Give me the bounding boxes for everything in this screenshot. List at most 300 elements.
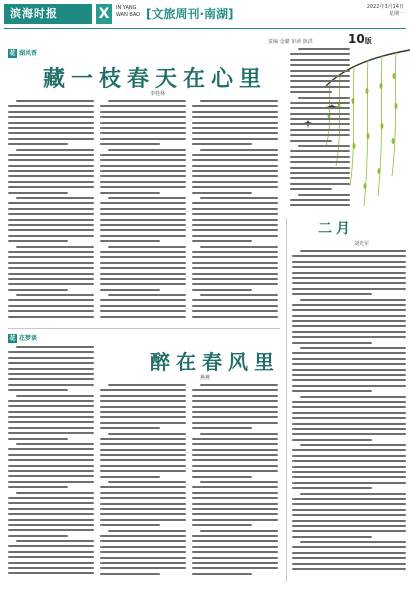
- text-line: [100, 192, 160, 194]
- article-2-text-3: [192, 384, 278, 578]
- text-line: [200, 149, 278, 151]
- text-line: [8, 421, 94, 423]
- text-line: [100, 557, 186, 559]
- text-line: [100, 267, 186, 269]
- text-line: [8, 127, 94, 129]
- article-2-headline: 醉在春风里: [150, 350, 280, 374]
- text-line: [8, 551, 94, 553]
- text-line: [292, 449, 406, 451]
- text-line: [290, 167, 350, 169]
- text-line: [192, 213, 278, 215]
- text-line: [292, 255, 406, 257]
- text-line: [8, 219, 94, 221]
- text-line: [192, 181, 278, 183]
- text-line: [100, 438, 186, 440]
- text-line: [8, 545, 94, 547]
- text-line: [292, 385, 406, 387]
- text-line: [292, 266, 406, 268]
- article-2-kicker-text: 花梦谈: [19, 335, 38, 342]
- text-line: [8, 470, 94, 472]
- text-line: [100, 492, 186, 494]
- text-line: [8, 289, 68, 291]
- text-line: [100, 251, 186, 253]
- text-line: [192, 557, 278, 559]
- text-line: [292, 309, 406, 311]
- text-line: [8, 567, 94, 569]
- text-line: [292, 336, 406, 338]
- article-1-text-4: [290, 48, 350, 210]
- text-line: [192, 111, 278, 113]
- text-line: [192, 170, 278, 172]
- text-line: [192, 105, 278, 107]
- text-line: [292, 530, 406, 532]
- text-line: [100, 283, 186, 285]
- text-line: [100, 406, 186, 408]
- text-line: [192, 492, 278, 494]
- text-line: [192, 508, 278, 510]
- text-line: [292, 277, 406, 279]
- text-line: [8, 305, 94, 307]
- text-line: [108, 433, 186, 435]
- text-line: [100, 416, 186, 418]
- text-line: [192, 551, 278, 553]
- text-line: [8, 138, 94, 140]
- text-line: [100, 535, 186, 537]
- text-line: [100, 546, 186, 548]
- text-line: [100, 127, 186, 129]
- text-line: [8, 251, 94, 253]
- article-2-column-2: [100, 384, 186, 582]
- text-line: [192, 224, 278, 226]
- text-line: [8, 416, 94, 418]
- date-line-1: 2022年3月14日: [366, 4, 404, 10]
- text-line: [100, 305, 186, 307]
- text-line: [192, 400, 278, 402]
- text-line: [200, 481, 278, 483]
- text-line: [8, 486, 68, 488]
- text-line: [100, 256, 186, 258]
- text-line: [292, 487, 372, 489]
- text-line: [200, 294, 278, 296]
- text-line: [300, 493, 406, 495]
- article-2-text-1: [8, 346, 94, 578]
- text-line: [8, 368, 94, 370]
- text-line: [8, 502, 94, 504]
- text-line: [108, 197, 186, 199]
- text-line: [16, 395, 94, 397]
- text-line: [8, 427, 94, 429]
- text-line: [192, 470, 278, 472]
- text-line: [192, 573, 252, 575]
- text-line: [192, 208, 278, 210]
- text-line: [8, 278, 94, 280]
- text-line: [100, 508, 186, 510]
- text-line: [100, 289, 160, 291]
- text-line: [100, 235, 186, 237]
- text-line: [192, 175, 278, 177]
- text-line: [100, 551, 186, 553]
- text-line: [8, 405, 94, 407]
- text-line: [192, 540, 278, 542]
- text-line: [292, 568, 406, 570]
- article-1-kicker-text: 湖风香: [19, 50, 38, 57]
- text-line: [8, 256, 94, 258]
- article-1-kicker: [8, 48, 37, 58]
- text-line: [192, 122, 278, 124]
- text-line: [8, 262, 94, 264]
- text-line: [292, 460, 406, 462]
- text-line: [290, 75, 350, 77]
- text-line: [8, 411, 94, 413]
- text-line: [100, 116, 186, 118]
- text-line: [192, 513, 278, 515]
- text-line: [192, 240, 252, 242]
- article-3-text: [292, 250, 406, 573]
- text-line: [290, 80, 350, 82]
- text-line: [192, 535, 278, 537]
- text-line: [100, 395, 186, 397]
- article-1-column-3: [192, 100, 278, 324]
- text-line: [100, 524, 160, 526]
- text-line: [8, 181, 94, 183]
- text-line: [298, 48, 350, 50]
- text-line: [100, 562, 186, 564]
- text-line: [192, 132, 278, 134]
- text-line: [290, 172, 350, 174]
- text-line: [8, 362, 94, 364]
- text-line: [8, 384, 94, 386]
- text-line: [100, 497, 186, 499]
- text-line: [292, 439, 372, 441]
- text-line: [100, 400, 186, 402]
- article-3-headline: 二月: [318, 221, 354, 237]
- text-line: [100, 219, 186, 221]
- text-line: [292, 412, 406, 414]
- text-line: [292, 282, 406, 284]
- text-line: [192, 229, 278, 231]
- text-line: [192, 127, 278, 129]
- text-line: [290, 204, 350, 206]
- text-line: [100, 454, 186, 456]
- text-line: [100, 202, 186, 204]
- text-line: [100, 540, 186, 542]
- text-line: [8, 562, 94, 564]
- text-line: [16, 149, 94, 151]
- text-line: [192, 278, 278, 280]
- text-line: [16, 100, 94, 102]
- text-line: [292, 374, 406, 376]
- text-line: [8, 454, 94, 456]
- column-divider: [286, 218, 287, 582]
- text-line: [100, 427, 160, 429]
- text-line: [100, 503, 186, 505]
- text-line: [290, 134, 350, 136]
- text-line: [192, 316, 278, 318]
- text-line: [192, 443, 278, 445]
- text-line: [100, 486, 186, 488]
- text-line: [8, 508, 94, 510]
- text-line: [100, 208, 186, 210]
- text-line: [192, 202, 278, 204]
- text-line: [192, 219, 278, 221]
- text-line: [290, 199, 350, 201]
- text-line: [192, 138, 278, 140]
- issue-date: [367, 4, 404, 18]
- text-line: [100, 170, 186, 172]
- text-line: [292, 428, 406, 430]
- text-line: [290, 129, 350, 131]
- text-line: [16, 443, 94, 445]
- text-line: [16, 294, 94, 296]
- text-line: [100, 273, 186, 275]
- text-line: [100, 154, 186, 156]
- text-line: [292, 525, 406, 527]
- text-line: [192, 427, 252, 429]
- text-line: [108, 246, 186, 248]
- text-line: [290, 123, 350, 125]
- text-line: [192, 305, 278, 307]
- text-line: [108, 481, 186, 483]
- text-line: [292, 476, 406, 478]
- text-line: [8, 154, 94, 156]
- text-line: [192, 192, 252, 194]
- text-line: [192, 465, 278, 467]
- section-title: [文旅周刊·南湖]: [146, 7, 234, 21]
- article-1-text-2: [100, 100, 186, 321]
- text-line: [8, 105, 94, 107]
- text-line: [192, 256, 278, 258]
- text-line: [192, 395, 278, 397]
- text-line: [108, 384, 186, 386]
- text-line: [290, 59, 350, 61]
- text-line: [292, 423, 406, 425]
- article-2-byline: 燕燕: [200, 375, 211, 381]
- text-line: [292, 288, 406, 290]
- text-line: [16, 197, 94, 199]
- text-line: [8, 572, 94, 574]
- text-line: [292, 363, 406, 365]
- text-line: [100, 513, 186, 515]
- text-line: [100, 573, 160, 575]
- text-line: [8, 299, 94, 301]
- text-line: [290, 86, 350, 88]
- text-line: [8, 432, 94, 434]
- text-line: [290, 118, 350, 120]
- pinyin-line-1: IN YANG: [116, 5, 137, 11]
- text-line: [8, 513, 94, 515]
- text-line: [192, 143, 252, 145]
- text-line: [100, 132, 186, 134]
- text-line: [292, 293, 372, 295]
- article-1-column-4: [290, 48, 350, 212]
- text-line: [292, 546, 406, 548]
- text-line: [16, 246, 94, 248]
- text-line: [8, 475, 94, 477]
- text-line: [8, 283, 94, 285]
- masthead-rule: [4, 28, 406, 29]
- text-line: [100, 111, 186, 113]
- text-line: [192, 235, 278, 237]
- article-2-column-1: [8, 346, 94, 582]
- text-line: [292, 406, 406, 408]
- text-line: [8, 400, 94, 402]
- text-line: [298, 97, 350, 99]
- text-line: [292, 342, 372, 344]
- text-line: [192, 562, 278, 564]
- text-line: [192, 283, 278, 285]
- text-line: [8, 111, 94, 113]
- text-line: [192, 454, 278, 456]
- text-line: [100, 449, 186, 451]
- text-line: [100, 105, 186, 107]
- text-line: [192, 486, 278, 488]
- text-line: [8, 165, 94, 167]
- text-line: [8, 202, 94, 204]
- text-line: [8, 351, 94, 353]
- text-line: [100, 411, 186, 413]
- text-line: [100, 181, 186, 183]
- date-line-2: 星期一: [388, 11, 404, 17]
- article-1-text-1: [8, 100, 94, 321]
- text-line: [192, 154, 278, 156]
- text-line: [292, 261, 406, 263]
- text-line: [108, 294, 186, 296]
- article-3-byline: 刘光军: [354, 241, 370, 247]
- text-line: [8, 529, 94, 531]
- text-line: [290, 64, 350, 66]
- text-line: [200, 100, 278, 102]
- text-line: [8, 497, 94, 499]
- text-line: [290, 113, 350, 115]
- text-line: [290, 183, 350, 185]
- text-line: [8, 170, 94, 172]
- text-line: [290, 177, 350, 179]
- article-1-headline: 藏一枝春天在心里: [42, 66, 267, 92]
- text-line: [100, 186, 186, 188]
- pinyin-line-2: WAN BAO: [116, 12, 141, 18]
- text-line: [100, 567, 186, 569]
- text-line: [8, 186, 94, 188]
- text-line: [192, 416, 278, 418]
- text-line: [292, 466, 406, 468]
- text-line: [100, 443, 186, 445]
- text-line: [192, 273, 278, 275]
- text-line: [192, 411, 278, 413]
- text-line: [192, 567, 278, 569]
- text-line: [8, 235, 94, 237]
- text-line: [100, 476, 160, 478]
- article-1-text-3: [192, 100, 278, 321]
- text-line: [292, 379, 406, 381]
- text-line: [200, 384, 278, 386]
- text-line: [192, 186, 278, 188]
- article-3-column: [292, 250, 406, 582]
- text-line: [290, 91, 332, 93]
- text-line: [8, 556, 94, 558]
- text-line: [100, 422, 186, 424]
- text-line: [192, 449, 278, 451]
- article-1-column-2: [100, 100, 186, 324]
- text-line: [8, 192, 68, 194]
- article-2-kicker: [8, 333, 37, 343]
- text-line: [16, 540, 94, 542]
- text-line: [100, 310, 186, 312]
- text-line: [8, 378, 94, 380]
- text-line: [8, 273, 94, 275]
- text-line: [100, 299, 186, 301]
- text-line: [100, 465, 186, 467]
- text-line: [108, 530, 186, 532]
- text-line: [300, 299, 406, 301]
- text-line: [100, 224, 186, 226]
- text-line: [192, 116, 278, 118]
- masthead: [0, 0, 410, 32]
- text-line: [8, 159, 94, 161]
- text-line: [292, 320, 406, 322]
- text-line: [192, 503, 278, 505]
- text-line: [292, 304, 406, 306]
- text-line: [292, 417, 406, 419]
- article-2-column-3: [192, 384, 278, 582]
- text-line: [8, 267, 94, 269]
- text-line: [100, 229, 186, 231]
- text-line: [8, 524, 94, 526]
- text-line: [100, 459, 186, 461]
- text-line: [100, 138, 186, 140]
- text-line: [292, 455, 406, 457]
- article-2-text-2: [100, 384, 186, 578]
- page-unit: 版: [364, 37, 372, 45]
- text-line: [192, 406, 278, 408]
- text-line: [8, 459, 94, 461]
- text-line: [8, 122, 94, 124]
- text-line: [200, 246, 278, 248]
- text-line: [292, 390, 372, 392]
- text-line: [108, 100, 186, 102]
- flower-icon: 花: [9, 335, 16, 342]
- text-line: [8, 389, 68, 391]
- text-line: [100, 262, 186, 264]
- text-line: [192, 289, 252, 291]
- text-line: [192, 546, 278, 548]
- text-line: [292, 331, 406, 333]
- text-line: [292, 503, 406, 505]
- text-line: [290, 156, 350, 158]
- text-line: [8, 229, 94, 231]
- newspaper-logo: 滨海时报: [4, 4, 92, 24]
- text-line: [8, 116, 94, 118]
- flower-icon: 花: [9, 50, 16, 57]
- text-line: [8, 465, 94, 467]
- text-line: [300, 444, 406, 446]
- page-number-value: 10: [348, 32, 365, 46]
- text-line: [8, 357, 94, 359]
- text-line: [100, 389, 186, 391]
- text-line: [100, 122, 186, 124]
- text-line: [8, 240, 68, 242]
- text-line: [292, 369, 406, 371]
- text-line: [290, 102, 350, 104]
- text-line: [292, 471, 406, 473]
- text-line: [192, 310, 278, 312]
- text-line: [8, 175, 94, 177]
- text-line: [290, 161, 350, 163]
- text-line: [292, 325, 406, 327]
- text-line: [298, 194, 350, 196]
- text-line: [8, 481, 94, 483]
- text-line: [290, 53, 350, 55]
- text-line: [192, 159, 278, 161]
